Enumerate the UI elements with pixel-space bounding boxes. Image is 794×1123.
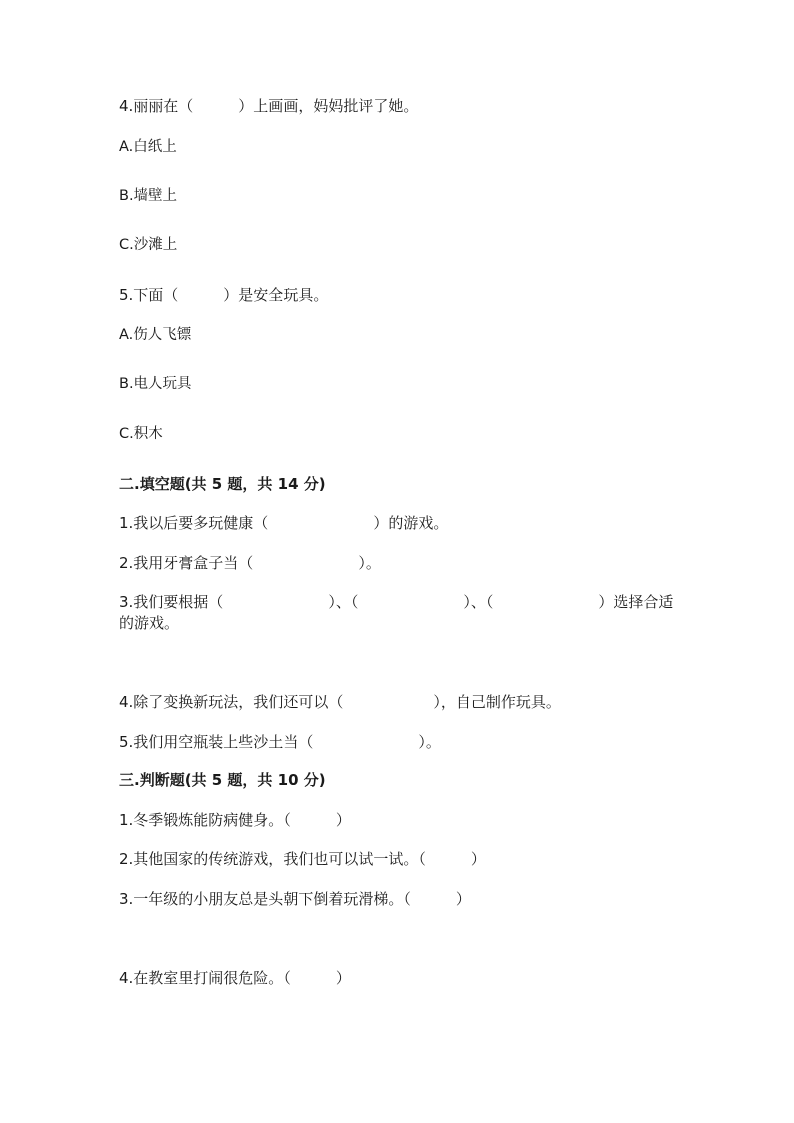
question-5-stem: 5.下面（ ）是安全玩具。 [119, 286, 329, 304]
fill-item-4: 4.除了变换新玩法，我们还可以（ ），自己制作玩具。 [119, 693, 561, 711]
question-5-option-c: C.积木 [119, 426, 163, 442]
judge-item-2: 2.其他国家的传统游戏，我们也可以试一试。（ ） [119, 850, 486, 868]
judge-item-3: 3.一年级的小朋友总是头朝下倒着玩滑梯。（ ） [119, 890, 471, 908]
section-3-heading: 三.判断题(共 5 题，共 10 分) [119, 771, 326, 789]
judge-item-4: 4.在教室里打闹很危险。（ ） [119, 969, 351, 987]
fill-item-3: 3.我们要根据（ ）、（ ）、（ ）选择合适 [119, 593, 674, 611]
question-4-stem: 4.丽丽在（ ）上画画，妈妈批评了她。 [119, 97, 419, 115]
fill-item-5: 5.我们用空瓶装上些沙土当（ ）。 [119, 733, 441, 751]
fill-item-2: 2.我用牙膏盒子当（ ）。 [119, 554, 381, 572]
judge-item-1: 1.冬季锻炼能防病健身。（ ） [119, 811, 351, 829]
question-4-option-b: B.墙壁上 [119, 188, 178, 204]
question-4-option-c: C.沙滩上 [119, 237, 178, 253]
fill-item-1: 1.我以后要多玩健康（ ）的游戏。 [119, 514, 449, 532]
question-5-option-b: B.电人玩具 [119, 376, 192, 392]
question-5-option-a: A.伤人飞镖 [119, 327, 192, 343]
fill-item-3-continued: 的游戏。 [119, 614, 180, 632]
question-4-option-a: A.白纸上 [119, 139, 177, 155]
section-2-heading: 二.填空题(共 5 题，共 14 分) [119, 475, 326, 493]
